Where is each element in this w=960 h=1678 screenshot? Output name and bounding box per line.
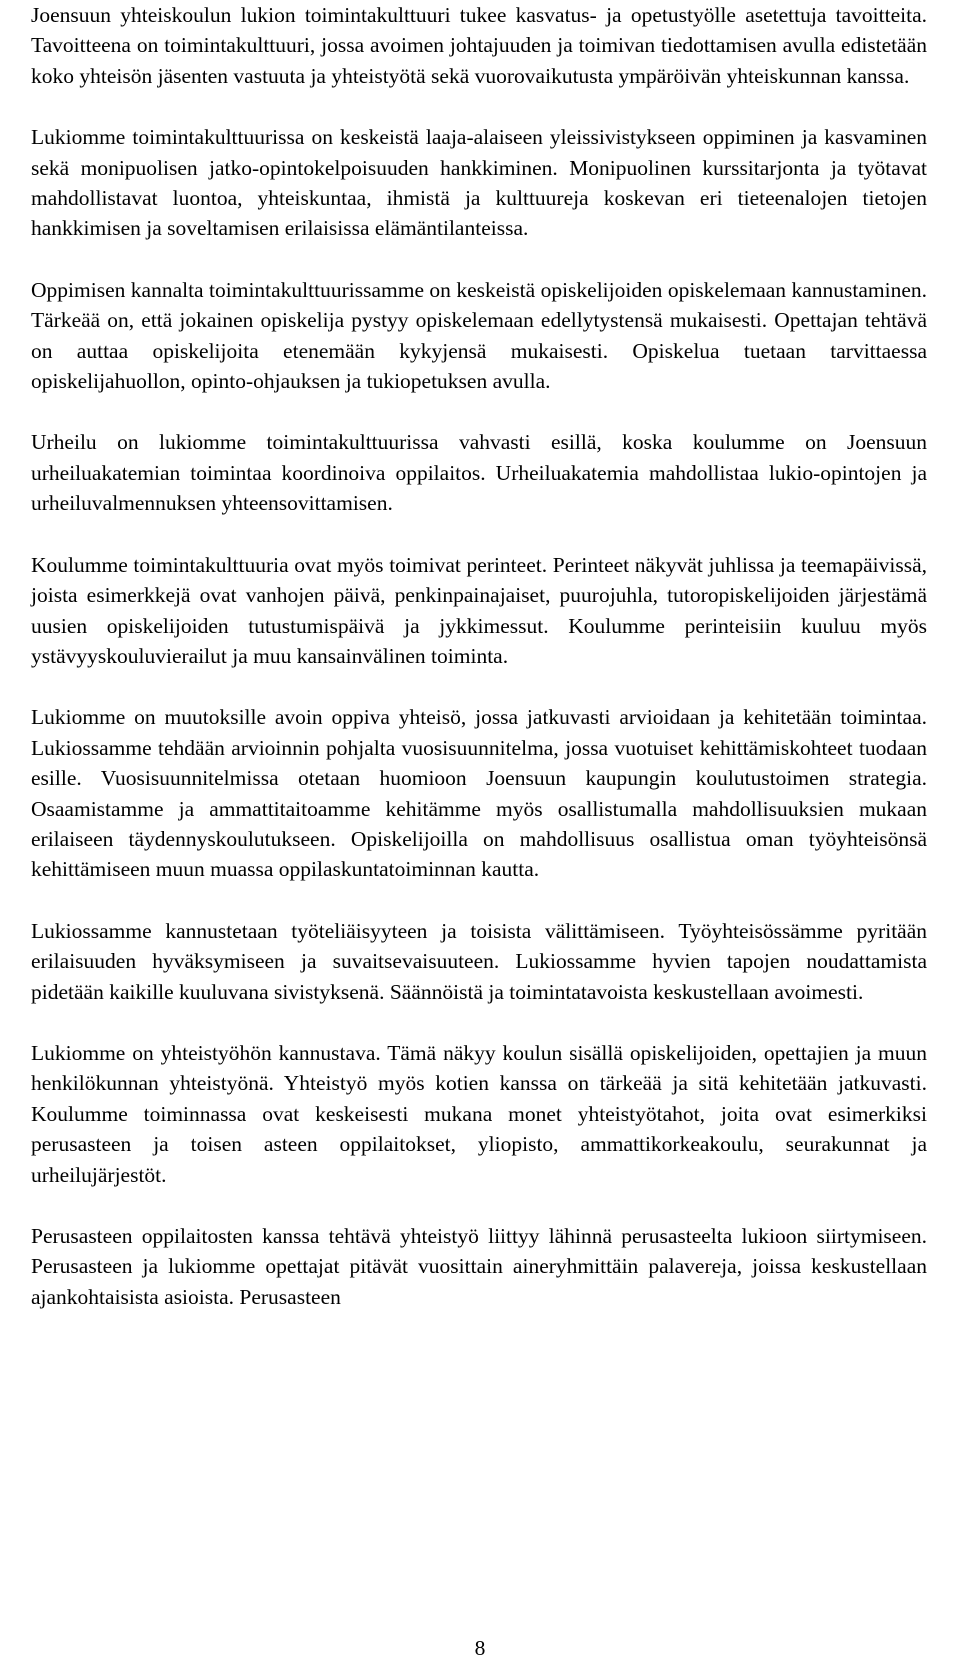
paragraph-8: Lukiomme on yhteistyöhön kannustava. Tämä näkyy koulun sisällä opiskelijoiden, opettajien ja muun henkilökunnan yhteistyönä. Yhteistyö myös kotien kanssa on tärkeää ja sitä kehitetään jatkuvasti. Koulumme toiminnassa ovat keskeisesti mukana monet yhteistyötahot, joita ovat esimerkiksi perusasteen ja toisen asteen oppilaitokset, yliopisto, ammattikorkeakoulu, seurakunnat ja urheilujärjestöt. <box>31 1040 927 1187</box>
paragraph-3: Oppimisen kannalta toimintakulttuurissamme on keskeistä opiskelijoiden opiskelemaan kannustaminen. Tärkeää on, että jokainen opiskelija pystyy opiskelemaan edellytystensä mukaisesti. Opettajan tehtävä on auttaa opiskelijoita etenemään kykyjensä mukaisesti. Opiskelua tuetaan tarvittaessa opiskelijahuollon, opinto-ohjauksen ja tukiopetuksen avulla. <box>31 277 927 394</box>
paragraph-4: Urheilu on lukiomme toimintakulttuurissa vahvasti esillä, koska koulumme on Joensuun urheiluakatemian toimintaa koordinoiva oppilaitos. Urheiluakatemia mahdollistaa lukio-opintojen ja urheiluvalmennuksen yhteensovittamisen. <box>31 430 927 516</box>
paragraph-6: Lukiomme on muutoksille avoin oppiva yhteisö, jossa jatkuvasti arvioidaan ja kehitetään toimintaa. Lukiossamme tehdään arvioinnin pohjalta vuosisuunnitelma, jossa vuotuiset kehittämiskohteet tuodaan esille. Vuosisuunnitelmissa otetaan huomioon Joensuun kaupungin koulutustoimen strategia. Osaamistamme ja ammattitaitoamme kehitämme myös osallistumalla mahdollisuuksien mukaan erilaiseen täydennyskoulutukseen. Opiskelijoilla on mahdollisuus osallistua oman työyhteisönsä kehittämiseen muun muassa oppilaskuntatoiminnan kautta. <box>31 705 927 882</box>
paragraph-7: Lukiossamme kannustetaan työteliäisyyteen ja toisista välittämiseen. Työyhteisössämme pyritään erilaisuuden hyväksymiseen ja suvaitsevaisuuteen. Lukiossamme hyvien tapojen noudattamista pidetään kaikille kuuluvana sivistyksenä. Säännöistä ja toimintatavoista keskustellaan avoimesti. <box>31 918 927 1004</box>
document-page <box>31 0 927 1343</box>
page-number: 8 <box>474 1636 486 1660</box>
paragraph-2: Lukiomme toimintakulttuurissa on keskeistä laaja-alaiseen yleissivistykseen oppiminen ja kasvaminen sekä monipuolisen jatko-opintokelpoisuuden hankkiminen. Monipuolinen kurssitarjonta ja työtavat mahdollistavat luontoa, yhteiskuntaa, ihmistä ja kulttuureja koskevan eri tieteenalojen tietojen hankkimisen ja soveltamisen erilaisissa elämäntilanteissa. <box>31 125 927 241</box>
paragraph-5: Koulumme toimintakulttuuria ovat myös toimivat perinteet. Perinteet näkyvät juhlissa ja teemapäivissä, joista esimerkkejä ovat vanhojen päivä, penkinpainajaiset, puurojuhla, tutoropiskelijoiden järjestämä uusien opiskelijoiden tutustumispäivä ja jykkimessut. Koulumme perinteisiin kuuluu myös ystävyyskouluvierailut ja muu kansainvälinen toiminta. <box>31 552 927 668</box>
paragraph-1: Joensuun yhteiskoulun lukion toimintakulttuuri tukee kasvatus- ja opetustyölle asetettuja tavoitteita. Tavoitteena on toimintakulttuuri, jossa avoimen johtajuuden ja toimivan tiedottamisen avulla edistetään koko yhteisön jäsenten vastuuta ja yhteistyötä sekä vuorovaikutusta ympäröivän yhteiskunnan kanssa. <box>31 3 927 88</box>
paragraph-9: Perusasteen oppilaitosten kanssa tehtävä yhteistyö liittyy lähinnä perusasteelta lukioon siirtymiseen. Perusasteen ja lukiomme opettajat pitävät vuosittain aineryhmittäin palavereja, joissa keskustellaan ajankohtaisista asioista. Perusasteen <box>31 1224 927 1309</box>
